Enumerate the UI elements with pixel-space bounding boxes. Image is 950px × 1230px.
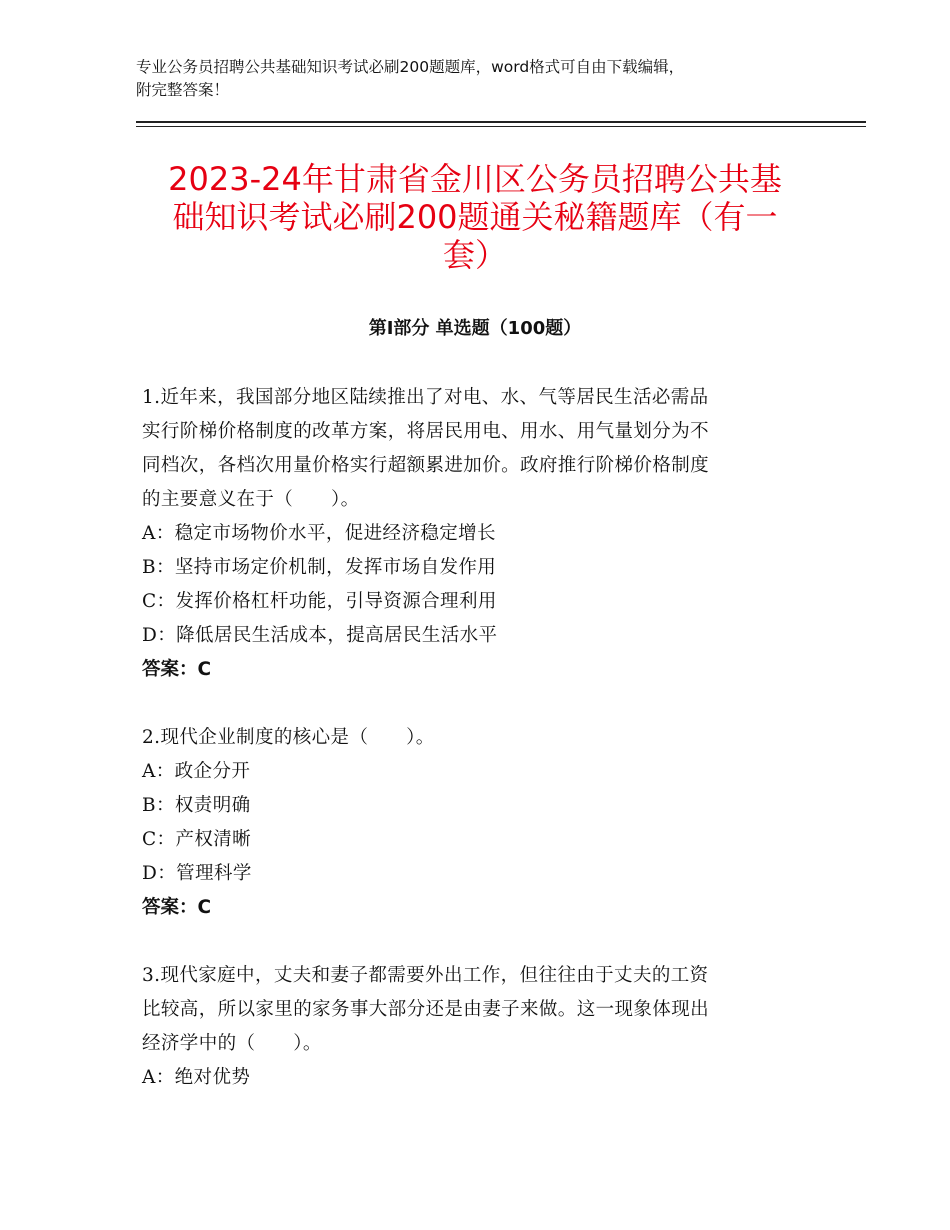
answer: 答案：C [142,659,212,680]
header-rule-thin [136,126,866,127]
title-line-3: 套） [442,236,507,274]
header-note-line-2: 附完整答案！ [136,81,230,99]
option-c: C：产权清晰 [142,829,252,850]
option-d: D：降低居民生活成本，提高居民生活水平 [142,625,498,646]
answer: 答案：C [142,897,212,918]
header-rule-thick [136,121,866,123]
spacer [142,925,802,959]
option-b: B：权责明确 [142,795,251,816]
question-list [142,381,802,1095]
title-line-2: 础知识考试必刷200题通关秘籍题库（有一 [172,198,778,236]
option-b: B：坚持市场定价机制，发挥市场自发作用 [142,557,497,578]
spacer [142,687,802,721]
section-title: 第Ⅰ部分 单选题（100题） [368,318,582,339]
question-stem-line: 实行阶梯价格制度的改革方案，将居民用电、用水、用气量划分为不 [142,421,710,442]
option-c: C：发挥价格杠杆功能，引导资源合理利用 [142,591,497,612]
document-title [140,160,810,274]
option-a: A：绝对优势 [142,1067,251,1088]
question-stem-line: 的主要意义在于（ ）。 [142,489,360,510]
question-stem-line: 3.现代家庭中，丈夫和妻子都需要外出工作，但往往由于丈夫的工资 [142,965,709,986]
question-stem-line: 比较高，所以家里的家务事大部分还是由妻子来做。这一现象体现出 [142,999,710,1020]
question-stem-line: 经济学中的（ ）。 [142,1033,322,1054]
question-stem-line: 2.现代企业制度的核心是（ ）。 [142,727,435,748]
option-a: A：稳定市场物价水平，促进经济稳定增长 [142,523,496,544]
question-2 [142,721,802,925]
question-stem-line: 1.近年来，我国部分地区陆续推出了对电、水、气等居民生活必需品 [142,387,709,408]
question-3 [142,959,802,1095]
header-note [136,56,816,102]
header-note-line-1: 专业公务员招聘公共基础知识考试必刷200题题库，word格式可自由下载编辑， [136,58,685,76]
question-1 [142,381,802,687]
question-stem-line: 同档次，各档次用量价格实行超额累进加价。政府推行阶梯价格制度 [142,455,710,476]
option-a: A：政企分开 [142,761,251,782]
title-line-1: 2023-24年甘肃省金川区公务员招聘公共基 [168,160,782,198]
option-d: D：管理科学 [142,863,252,884]
